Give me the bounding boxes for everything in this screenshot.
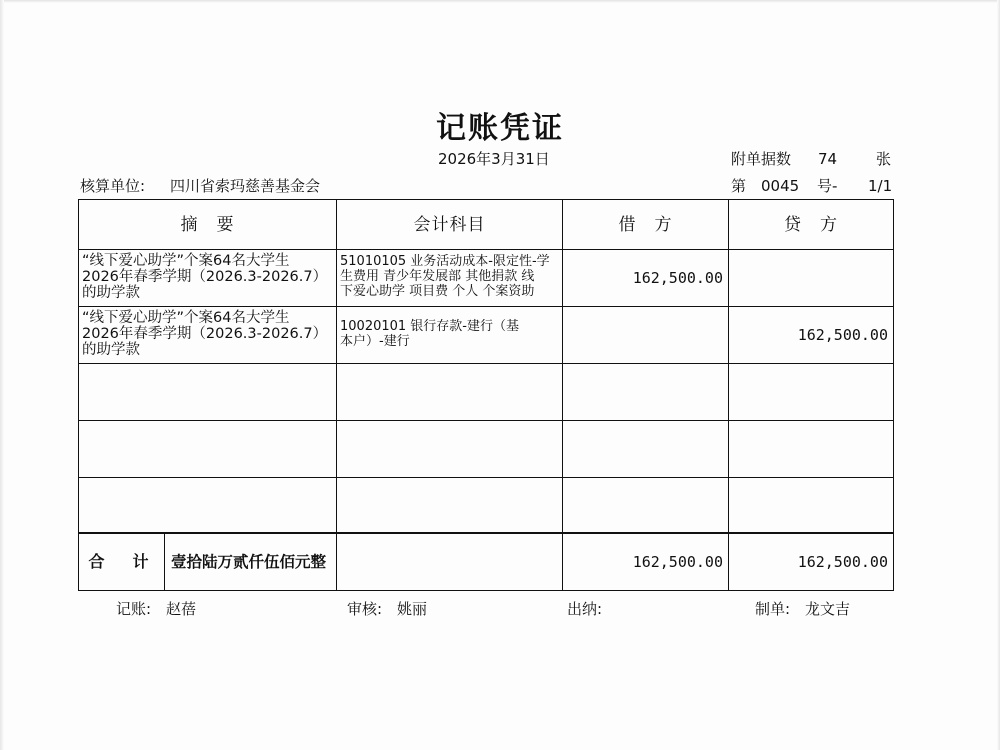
summary-line: 2026年春季学期（2026.3-2026.7） xyxy=(82,269,328,285)
summary-line: 的助学款 xyxy=(82,342,140,358)
preparer-name: 龙文吉 xyxy=(805,600,851,618)
row-1-account xyxy=(337,250,562,306)
summary-line: 的助学款 xyxy=(82,285,140,301)
row-divider xyxy=(79,363,893,364)
cashier-label: 出纳: xyxy=(567,600,603,618)
voucher-title: 记账凭证 xyxy=(436,111,564,146)
account-line: 生费用 青少年发展部 其他捐款 线 xyxy=(340,269,535,284)
summary-line: 2026年春季学期（2026.3-2026.7） xyxy=(82,326,328,342)
unit-name: 四川省索玛慈善基金会 xyxy=(170,177,321,195)
account-line: 本户）-建行 xyxy=(340,334,410,349)
attachments-unit: 张 xyxy=(876,150,892,168)
account-line: 下爱心助学 项目费 个人 个案资助 xyxy=(340,284,535,299)
voucher-page: 1/1 xyxy=(868,177,893,195)
summary-line: “线下爱心助学”个案64名大学生 xyxy=(82,310,290,326)
summary-line: “线下爱心助学”个案64名大学生 xyxy=(82,253,290,269)
attachments-label: 附单据数 xyxy=(731,150,792,168)
voucher-suffix: 号- xyxy=(817,177,838,195)
attachments-count: 74 xyxy=(818,150,838,168)
header-debit: 借 方 xyxy=(618,214,673,235)
bookkeeper-name: 赵蓓 xyxy=(166,600,197,618)
total-credit: 162,500.00 xyxy=(797,553,888,571)
row-2-debit xyxy=(563,307,728,363)
total-debit: 162,500.00 xyxy=(632,553,723,571)
voucher-number: 0045 xyxy=(761,177,800,195)
row-2-summary xyxy=(79,307,336,363)
account-line: 10020101 银行存款-建行（基 xyxy=(340,319,519,334)
row-1-summary xyxy=(79,250,336,306)
preparer-label: 制单: xyxy=(755,600,791,618)
unit-label: 核算单位: xyxy=(80,177,146,195)
account-line: 51010105 业务活动成本-限定性-学 xyxy=(340,254,550,269)
row-1-credit xyxy=(729,250,893,306)
total-amount-in-words: 壹拾陆万贰仟伍佰元整 xyxy=(171,553,327,571)
row-divider xyxy=(79,477,893,478)
row-1-debit: 162,500.00 xyxy=(632,269,723,287)
header-account: 会计科目 xyxy=(413,214,486,235)
header-summary: 摘 要 xyxy=(180,214,235,235)
bookkeeper-label: 记账: xyxy=(116,600,152,618)
reviewer-label: 审核: xyxy=(347,600,383,618)
voucher-prefix: 第 xyxy=(731,177,747,195)
voucher-table xyxy=(78,199,894,591)
row-2-account xyxy=(337,307,562,363)
reviewer-name: 姚丽 xyxy=(397,600,428,618)
total-label: 合 计 xyxy=(88,552,155,571)
header-credit: 贷 方 xyxy=(784,214,838,235)
row-divider xyxy=(79,420,893,421)
scan-edge xyxy=(0,0,1000,3)
voucher-date: 2026年3月31日 xyxy=(438,150,550,168)
row-2-credit: 162,500.00 xyxy=(797,326,888,344)
